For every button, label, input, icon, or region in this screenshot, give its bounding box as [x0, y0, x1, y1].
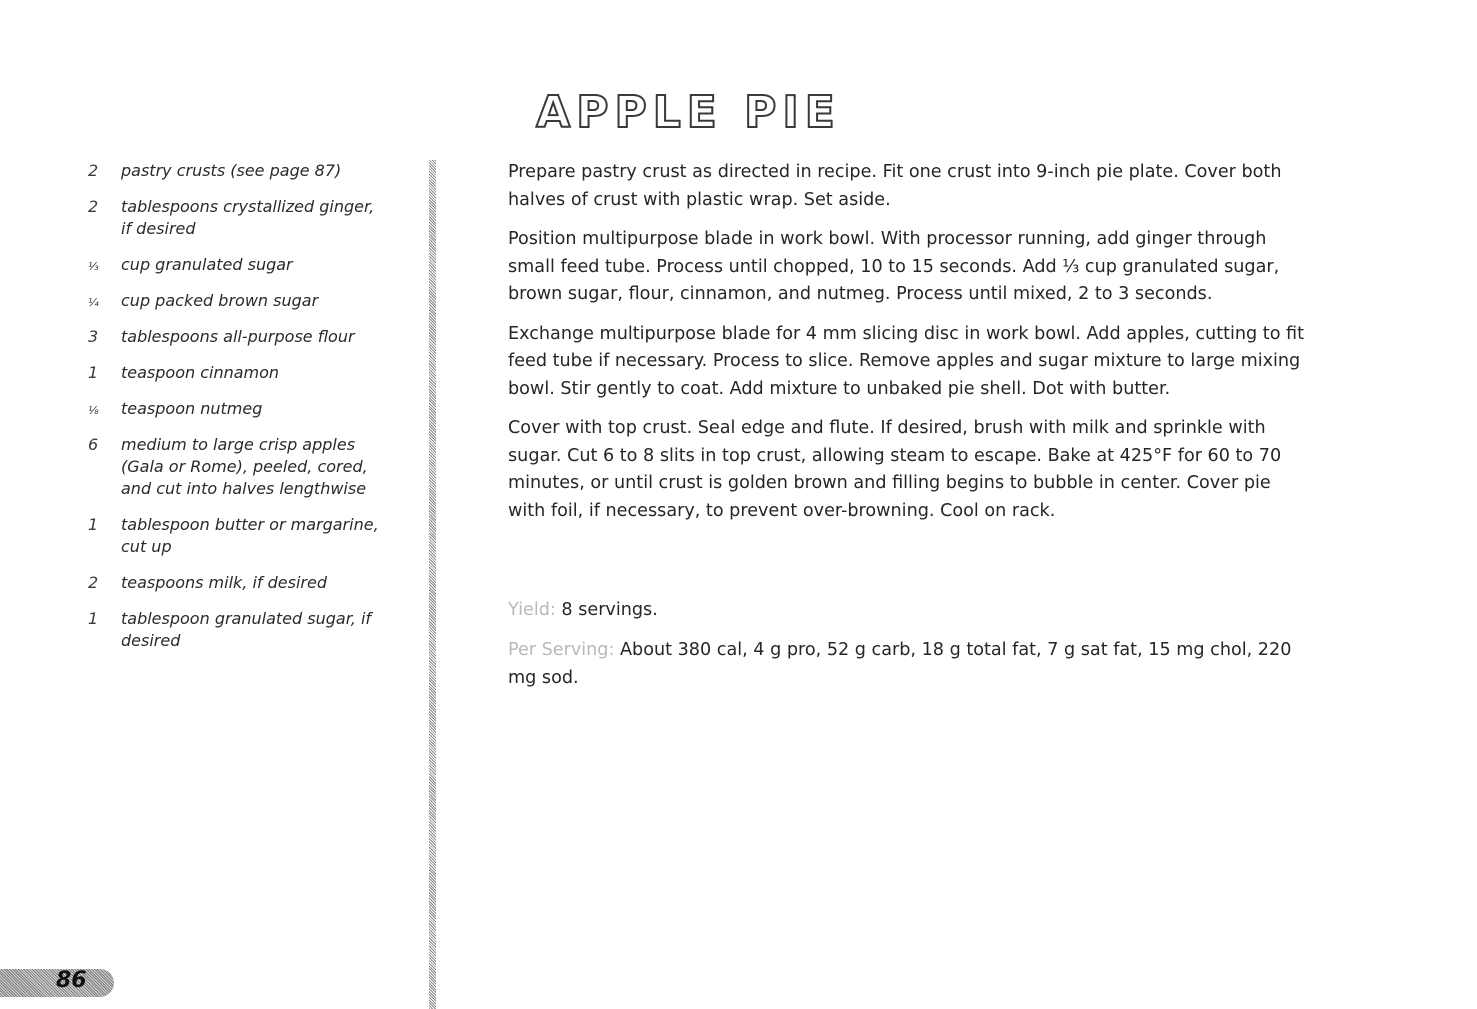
ingredient-quantity: ⅛ — [88, 404, 99, 417]
recipe-title: APPLE PIE — [0, 87, 1377, 138]
per-serving-row — [508, 636, 1308, 692]
ingredient-item — [88, 160, 388, 182]
page-number: 86 — [56, 968, 87, 993]
instruction-paragraph: Cover with top crust. Seal edge and flute. If desired, brush with milk and sprinkle with sugar. Cut 6 to 8 slits in top crust, allowing steam to escape. Bake at 425°F for 60 to 70 minutes, or until crust is golden brown and filling begins to bubble in center. Cover pie with foil, if necessary, to prevent over-browning. Cool on rack. — [508, 418, 1282, 521]
ingredient-item — [88, 196, 388, 240]
instruction-paragraph: Prepare pastry crust as directed in recipe. Fit one crust into 9-inch pie plate. Cover both halves of crust with plastic wrap. Set aside. — [508, 162, 1282, 210]
ingredient-item — [88, 608, 388, 652]
ingredient-quantity: 2 — [88, 573, 99, 592]
nutrition-info — [508, 596, 1308, 704]
ingredient-quantity: ⅓ — [88, 260, 99, 273]
ingredient-quantity: 1 — [88, 363, 99, 382]
ingredient-text: teaspoon cinnamon — [121, 363, 280, 382]
ingredient-text: tablespoons crystallized ginger, if desired — [121, 197, 375, 238]
ingredient-quantity: 1 — [88, 515, 99, 534]
per-serving-value: About 380 cal, 4 g pro, 52 g carb, 18 g total fat, 7 g sat fat, 15 mg chol, 220 mg sod. — [508, 640, 1292, 688]
ingredient-text: teaspoons milk, if desired — [121, 573, 327, 592]
ingredient-text: tablespoon butter or margarine, cut up — [121, 515, 379, 556]
ingredient-item — [88, 514, 388, 558]
instructions — [508, 159, 1308, 537]
yield-label: Yield: — [508, 600, 556, 620]
ingredient-quantity: ¼ — [88, 296, 99, 309]
ingredient-text: tablespoon granulated sugar, if desired — [121, 609, 372, 650]
instruction-paragraph: Position multipurpose blade in work bowl. With processor running, add ginger through small feed tube. Process until chopped, 10 to 15 seconds. Add ⅓ cup granulated sugar, brown sugar, flour, cinnamon, and nutmeg. Process until mixed, 2 to 3 seconds. — [508, 229, 1280, 304]
per-serving-label: Per Serving: — [508, 640, 615, 660]
ingredient-text: medium to large crisp apples (Gala or Rome), peeled, cored, and cut into halves lengthwise — [121, 435, 368, 498]
ingredient-quantity: 6 — [88, 435, 99, 454]
ingredient-item — [88, 254, 388, 276]
ingredient-quantity: 2 — [88, 161, 99, 180]
column-divider — [429, 160, 436, 1009]
ingredient-item — [88, 326, 388, 348]
ingredient-text: cup granulated sugar — [121, 255, 293, 274]
ingredient-text: tablespoons all-purpose flour — [121, 327, 355, 346]
ingredient-item — [88, 434, 388, 500]
yield-value: 8 servings. — [561, 600, 658, 620]
yield-row — [508, 596, 1308, 624]
ingredient-quantity: 3 — [88, 327, 99, 346]
ingredient-item — [88, 572, 388, 594]
ingredient-item — [88, 290, 388, 312]
ingredient-text: pastry crusts (see page 87) — [121, 161, 342, 180]
ingredient-quantity: 2 — [88, 197, 99, 216]
ingredient-item — [88, 362, 388, 384]
ingredient-text: cup packed brown sugar — [121, 291, 319, 310]
ingredient-quantity: 1 — [88, 609, 99, 628]
ingredient-text: teaspoon nutmeg — [121, 399, 263, 418]
instruction-paragraph: Exchange multipurpose blade for 4 mm slicing disc in work bowl. Add apples, cutting to fit feed tube if necessary. Process to slice. Remove apples and sugar mixture to large mixing bowl. Stir gently to coat. Add mixture to unbaked pie shell. Dot with butter. — [508, 323, 1305, 399]
ingredient-item — [88, 398, 388, 420]
ingredient-list — [88, 160, 388, 666]
